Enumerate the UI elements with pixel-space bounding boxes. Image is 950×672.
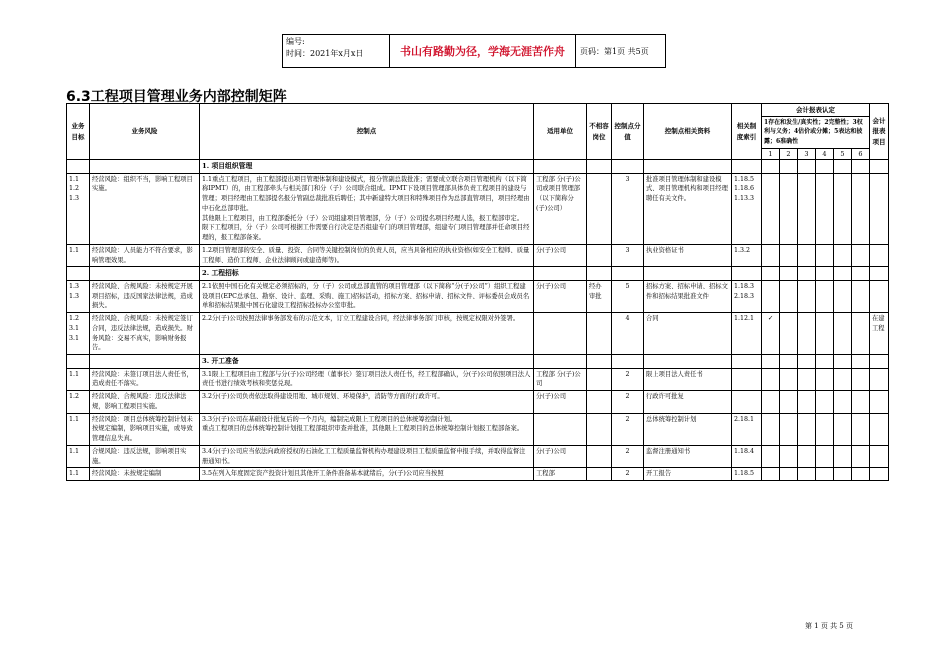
section-blank: [762, 355, 780, 369]
control-paragraph: 重点工程项目的总体统筹控制计划报工程部组织审查并批准，其他限上工程项目的总体统筹控制计划报工程部备案。: [202, 425, 524, 433]
section-row: [67, 160, 889, 174]
section-blank: [834, 267, 852, 281]
cell-report: [870, 468, 889, 481]
cell-unit: [534, 313, 587, 355]
cell-index: 1.18.3 2.18.3: [732, 280, 762, 312]
section-blank: [870, 160, 889, 174]
cell-nonapp: [587, 244, 612, 267]
table-row: [67, 368, 889, 391]
col-control: 控制点: [200, 104, 534, 160]
cell-index: 1.18.5 1.18.6 1.13.3: [732, 173, 762, 244]
cell-audit-blank: [834, 391, 852, 414]
cell-audit-blank: [798, 413, 816, 445]
control-paragraph: 3.3分(子)公司在基础设计批复后的一个月内，编制完成限上工程项目的总体统筹控制计划。: [202, 415, 457, 423]
section-blank: [780, 355, 798, 369]
cell-audit-blank: [780, 280, 798, 312]
cell-audit-1: [762, 368, 780, 391]
section-blank: [644, 355, 732, 369]
col-num-1: 1: [762, 148, 780, 159]
cell-docs: 招标方案、招标申请、招标文件和招标结果批准文件: [644, 280, 732, 312]
cell-nonapp: [587, 391, 612, 414]
cell-audit-blank: [834, 368, 852, 391]
cell-risk: 经营风险：组织不当，影响工程项目实施。: [90, 173, 200, 244]
section-blank: [816, 355, 834, 369]
section-blank: [816, 160, 834, 174]
cell-audit-blank: [798, 280, 816, 312]
cell-goal: 1.1: [67, 244, 90, 267]
section-blank: [534, 355, 587, 369]
section-blank: [798, 160, 816, 174]
page-footer: 第 1 页 共 5 页: [804, 622, 853, 630]
cell-index: 1.18.4: [732, 445, 762, 468]
cell-audit-blank: [852, 391, 870, 414]
section-blank: [90, 267, 200, 281]
header-time: 时间：2021年x月x日: [286, 49, 364, 58]
col-num-3: 3: [798, 148, 816, 159]
cell-audit-blank: [798, 173, 816, 244]
col-goal: 业务目标: [67, 104, 90, 160]
col-audit-desc: 1存在和发生/真实性；2完整性；3权利与义务；4估价或分摊；5表达和披露；6准确性: [762, 116, 869, 147]
cell-audit-blank: [816, 391, 834, 414]
cell-audit-blank: [852, 313, 870, 355]
cell-risk: 经营风险：人员能力不符合要求，影响管理效果。: [90, 244, 200, 267]
cell-score: 2: [612, 413, 644, 445]
table-row: [67, 468, 889, 481]
cell-risk: 经营风险：项目总体统筹控制计划未按规定编制，影响项目实施，或导致管理信息失真。: [90, 413, 200, 445]
cell-docs: 总体统筹控制计划: [644, 413, 732, 445]
cell-risk: 经营风险、合规风险：未按规定开展项目招标，违反国家法律法规，造成损失。: [90, 280, 200, 312]
section-blank: [798, 355, 816, 369]
cell-audit-blank: [852, 368, 870, 391]
section-row: [67, 267, 889, 281]
cell-audit-blank: [780, 244, 798, 267]
header-number: 编号:: [286, 37, 305, 46]
table-row: [67, 413, 889, 445]
cell-goal: 1.2 3.1 3.1: [67, 313, 90, 355]
section-blank: [732, 355, 762, 369]
section-title: 3. 开工准备: [200, 355, 534, 369]
page-title: 6.3工程项目管理业务内部控制矩阵: [66, 89, 287, 105]
cell-audit-blank: [798, 445, 816, 468]
cell-docs: 开工报告: [644, 468, 732, 481]
cell-score: 5: [612, 280, 644, 312]
cell-audit-blank: [780, 468, 798, 481]
section-blank: [67, 160, 90, 174]
control-paragraph: 限下工程项目，分（子）公司可根据工作需要自行决定是否组建专门的项目管理部，组建专门项目管理部并任命项目经理的，报工程部备案。: [202, 224, 530, 242]
col-audit: 会计报表认定: [796, 106, 835, 114]
section-blank: [732, 160, 762, 174]
cell-score: 2: [612, 368, 644, 391]
cell-nonapp: [587, 173, 612, 244]
section-blank: [612, 160, 644, 174]
cell-control: [200, 468, 534, 481]
cell-goal: 1.1: [67, 413, 90, 445]
cell-audit-blank: [798, 313, 816, 355]
control-paragraph: 3.1限上工程项目由工程部与分(子)公司经理（董事长）签订项目法人责任书，经工程部确认，分(子)公司依照项目法人责任书进行绩效考核和奖惩兑现。: [202, 370, 531, 388]
cell-audit-blank: [798, 368, 816, 391]
col-docs: 控制点相关资料: [644, 104, 732, 160]
col-index: 相关制度索引: [732, 104, 762, 160]
cell-risk: 经营风险：未按规定编制: [90, 468, 200, 481]
cell-audit-1: [762, 391, 780, 414]
cell-risk: 经营风险：未签订项目法人责任书，造成责任不落实。: [90, 368, 200, 391]
col-num-5: 5: [834, 148, 852, 159]
section-blank: [644, 160, 732, 174]
section-blank: [834, 160, 852, 174]
control-paragraph: 3.2分(子)公司负责依法取得建设用地、城市规划、环境保护，消防等方面的行政许可。: [202, 393, 444, 401]
cell-report: 在建工程: [870, 313, 889, 355]
cell-audit-blank: [780, 445, 798, 468]
cell-audit-blank: [780, 391, 798, 414]
cell-audit-blank: [780, 173, 798, 244]
control-paragraph: 2.1依照中国石化有关规定必须招标的，分（子）公司或总部直管的项目管理部（以下简称“分(子)公司”）组织工程建设项目(EPC总承包、勘察、设计、监理、采购、施工)招标活动，招标方案、招标申请、招标文件、评标委员会成员名单和招标结果报中国石化建设工程招标投标办公室审批。: [202, 282, 530, 310]
table-header-row: [67, 104, 889, 149]
section-blank: [587, 355, 612, 369]
section-blank: [587, 160, 612, 174]
cell-audit-blank: [852, 173, 870, 244]
table-row: [67, 391, 889, 414]
section-blank: [534, 267, 587, 281]
cell-audit-blank: [780, 313, 798, 355]
cell-unit: 工程部: [534, 468, 587, 481]
col-audit-report: 会计报表项目: [870, 104, 889, 160]
cell-nonapp: [587, 445, 612, 468]
section-blank: [732, 267, 762, 281]
cell-nonapp: [587, 413, 612, 445]
control-paragraph: 1.2项目管理部的安全、质量、投资、合同等关键控制岗位的负责人员，应当具备相应的执业资格(如安全工程师、质量工程师、造价工程师、企业法律顾问或建造师等)。: [202, 246, 530, 264]
cell-audit-blank: [834, 244, 852, 267]
cell-report: [870, 413, 889, 445]
section-blank: [90, 160, 200, 174]
cell-audit-blank: [816, 244, 834, 267]
cell-index: 2.18.1: [732, 413, 762, 445]
cell-unit: 分(子)公司: [534, 280, 587, 312]
cell-docs: 限上项目法人责任书: [644, 368, 732, 391]
cell-index: 1.18.5: [732, 468, 762, 481]
cell-control: [200, 445, 534, 468]
cell-audit-blank: [852, 413, 870, 445]
section-blank: [762, 267, 780, 281]
cell-audit-blank: [816, 313, 834, 355]
cell-control: [200, 313, 534, 355]
cell-score: 2: [612, 468, 644, 481]
cell-control: [200, 173, 534, 244]
cell-risk: 经营风险、合规风险：未按规定签订合同，违反法律法规，造成损失。财务风险：交易不真实，影响财务报告。: [90, 313, 200, 355]
cell-index: [732, 368, 762, 391]
cell-goal: 1.3 1.3: [67, 280, 90, 312]
document-header: [282, 34, 666, 68]
table-row: [67, 445, 889, 468]
cell-nonapp: 经办 审批: [587, 280, 612, 312]
cell-goal: 1.2: [67, 391, 90, 414]
cell-control: [200, 413, 534, 445]
cell-nonapp: [587, 468, 612, 481]
cell-report: [870, 391, 889, 414]
cell-unit: 工程部 分(子)公司或项目管理部（以下简称分(子)公司）: [534, 173, 587, 244]
cell-docs: 监督注册通知书: [644, 445, 732, 468]
section-blank: [612, 267, 644, 281]
cell-index: 1.12.1: [732, 313, 762, 355]
col-unit: 适用单位: [534, 104, 587, 160]
cell-audit-1: [762, 173, 780, 244]
cell-audit-blank: [816, 413, 834, 445]
section-blank: [762, 160, 780, 174]
cell-audit-blank: [798, 391, 816, 414]
section-blank: [870, 355, 889, 369]
cell-audit-1: [762, 413, 780, 445]
cell-audit-blank: [834, 468, 852, 481]
cell-goal: 1.1 1.2 1.3: [67, 173, 90, 244]
section-blank: [780, 160, 798, 174]
cell-nonapp: [587, 313, 612, 355]
control-paragraph: 2.2分(子)公司按照法律事务部发布的示范文本，订立工程建设合同，经法律事务部门审核，按规定权限对外签署。: [202, 315, 520, 323]
section-blank: [67, 355, 90, 369]
header-page: 页码：第1页 共5页: [580, 46, 649, 56]
cell-score: 3: [612, 244, 644, 267]
col-nonapp: 不相容岗位: [587, 104, 612, 160]
cell-audit-blank: [780, 413, 798, 445]
section-blank: [90, 355, 200, 369]
section-row: [67, 355, 889, 369]
cell-nonapp: [587, 368, 612, 391]
cell-audit-blank: [834, 173, 852, 244]
cell-unit: 分(子)公司: [534, 244, 587, 267]
cell-audit-blank: [816, 468, 834, 481]
section-blank: [852, 160, 870, 174]
cell-unit: 工程部 分(子)公司: [534, 368, 587, 391]
cell-audit-1: [762, 445, 780, 468]
cell-control: [200, 368, 534, 391]
cell-report: [870, 173, 889, 244]
cell-control: [200, 280, 534, 312]
cell-control: [200, 391, 534, 414]
cell-docs: 行政许可批复: [644, 391, 732, 414]
header-meta: [283, 35, 390, 67]
cell-goal: 1.1: [67, 468, 90, 481]
cell-audit-blank: [798, 244, 816, 267]
section-blank: [587, 267, 612, 281]
cell-control: [200, 244, 534, 267]
col-risk: 业务风险: [90, 104, 200, 160]
cell-report: [870, 445, 889, 468]
table-row: [67, 173, 889, 244]
cell-risk: 合规风险：违反法规，影响项目实施。: [90, 445, 200, 468]
cell-audit-blank: [834, 413, 852, 445]
section-blank: [534, 160, 587, 174]
cell-audit-1: [762, 468, 780, 481]
cell-index: 1.3.2: [732, 244, 762, 267]
cell-audit-blank: [780, 368, 798, 391]
cell-audit-blank: [834, 445, 852, 468]
cell-audit-1: [762, 280, 780, 312]
cell-audit-blank: [852, 280, 870, 312]
cell-score: 4: [612, 313, 644, 355]
cell-audit-blank: [816, 445, 834, 468]
section-blank: [852, 355, 870, 369]
cell-docs: 执业资格证书: [644, 244, 732, 267]
section-title: 1. 项目组织管理: [200, 160, 534, 174]
table-row: [67, 280, 889, 312]
cell-index: [732, 391, 762, 414]
cell-audit-blank: [834, 280, 852, 312]
section-blank: [798, 267, 816, 281]
cell-unit: [534, 413, 587, 445]
table-row: [67, 244, 889, 267]
control-paragraph: 其他限上工程项目，由工程部委托分（子）公司组建项目管理部，分（子）公司提名项目经理人选，报工程部审定。: [202, 214, 524, 222]
cell-goal: 1.1: [67, 368, 90, 391]
section-blank: [852, 267, 870, 281]
col-num-6: 6: [852, 148, 870, 159]
cell-docs: 合同: [644, 313, 732, 355]
control-paragraph: 3.5在列入年度固定资产投资计划且其他开工条件准备基本就绪后，分(子)公司应当按照: [202, 470, 444, 478]
section-blank: [816, 267, 834, 281]
section-blank: [870, 267, 889, 281]
cell-score: 3: [612, 173, 644, 244]
cell-audit-1: [762, 244, 780, 267]
cell-risk: 经营风险、合规风险：违反法律法规，影响工程项目实施。: [90, 391, 200, 414]
cell-unit: 分(子)公司: [534, 391, 587, 414]
header-motto: 书山有路勤为径，学海无涯苦作舟: [390, 35, 576, 67]
cell-report: [870, 244, 889, 267]
control-paragraph: 1.1重点工程项目，由工程部提出项目管理体制和建设模式，报分管副总裁批准；需要成立联合项目管理机构（以下简称IPMT）的，由工程部牵头与相关部门和分（子）公司联合组成。IPMT下设项目管理部具体负责工程项目的建设与管理；项目经理由工程部提名报分管副总裁批准后聘任；其中新建特大项目和特殊项目作为总部直管项目，项目经理由中石化总部审批。: [202, 175, 530, 212]
col-score: 控制点分值: [612, 104, 644, 160]
cell-audit-blank: [816, 173, 834, 244]
section-blank: [612, 355, 644, 369]
section-blank: [67, 267, 90, 281]
section-blank: [644, 267, 732, 281]
section-title: 2. 工程招标: [200, 267, 534, 281]
cell-unit: 分(子)公司: [534, 445, 587, 468]
cell-docs: 批准项目管理体制和建设模式、项目管理机构和项目经理聘任有关文件。: [644, 173, 732, 244]
col-num-2: 2: [780, 148, 798, 159]
cell-audit-blank: [852, 244, 870, 267]
cell-audit-blank: [816, 368, 834, 391]
cell-audit-blank: [816, 280, 834, 312]
cell-report: [870, 280, 889, 312]
control-matrix-table: [66, 103, 889, 481]
cell-score: 2: [612, 391, 644, 414]
cell-audit-blank: [798, 468, 816, 481]
cell-audit-1: ✓: [762, 313, 780, 355]
cell-audit-blank: [834, 313, 852, 355]
cell-audit-blank: [852, 445, 870, 468]
cell-goal: 1.1: [67, 445, 90, 468]
table-row: [67, 313, 889, 355]
col-num-4: 4: [816, 148, 834, 159]
control-paragraph: 3.4分(子)公司应当依法向政府授权的石油化工工程质量监督机构办理建设项目工程质量监督申报手续，并取得监督注册通知书。: [202, 447, 526, 465]
cell-score: 2: [612, 445, 644, 468]
section-blank: [834, 355, 852, 369]
section-blank: [780, 267, 798, 281]
cell-audit-blank: [852, 468, 870, 481]
cell-report: [870, 368, 889, 391]
